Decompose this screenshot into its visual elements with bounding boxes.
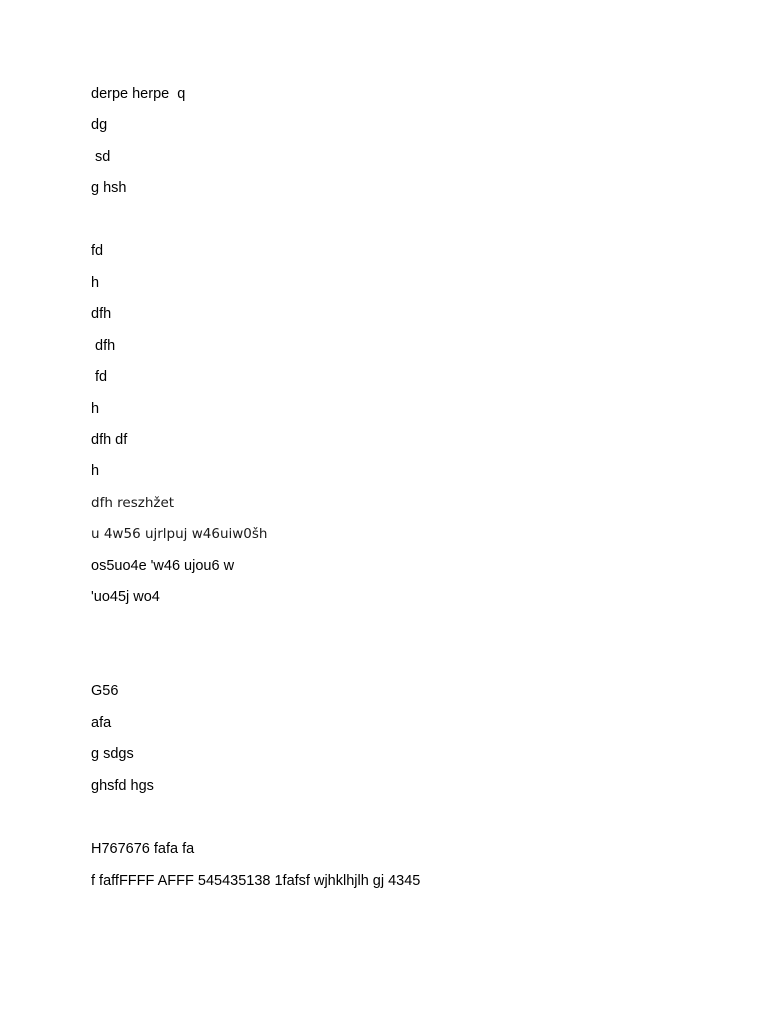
text-line: dfh df — [91, 432, 128, 448]
text-line: g sdgs — [91, 746, 134, 762]
text-line: H767676 fafa fa — [91, 841, 195, 857]
text-line: fd — [91, 243, 104, 259]
text-line: u 4w56 ujrlpuj w46uiw0šh — [91, 526, 268, 542]
text-line: os5uo4e 'w46 ujou6 w — [91, 558, 235, 574]
text-line: dfh — [91, 338, 116, 354]
text-line: ghsfd hgs — [91, 778, 154, 794]
text-line: sd — [91, 149, 111, 165]
text-line: G56 — [91, 683, 119, 699]
text-line: 'uo45j wo4 — [91, 589, 160, 605]
text-line: derpe herpe q — [91, 86, 186, 102]
text-line: f faffFFFF AFFF 545435138 1fafsf wjhklhjlh gj 4345 — [91, 873, 421, 889]
text-line: h — [91, 401, 100, 417]
text-line: dfh — [91, 306, 112, 322]
text-line: dfh reszhžet — [91, 495, 175, 511]
text-line: afa — [91, 715, 112, 731]
text-line: h — [91, 275, 100, 291]
text-line: g hsh — [91, 180, 127, 196]
text-line: h — [91, 463, 100, 479]
text-line: dg — [91, 117, 108, 133]
text-line: fd — [91, 369, 108, 385]
